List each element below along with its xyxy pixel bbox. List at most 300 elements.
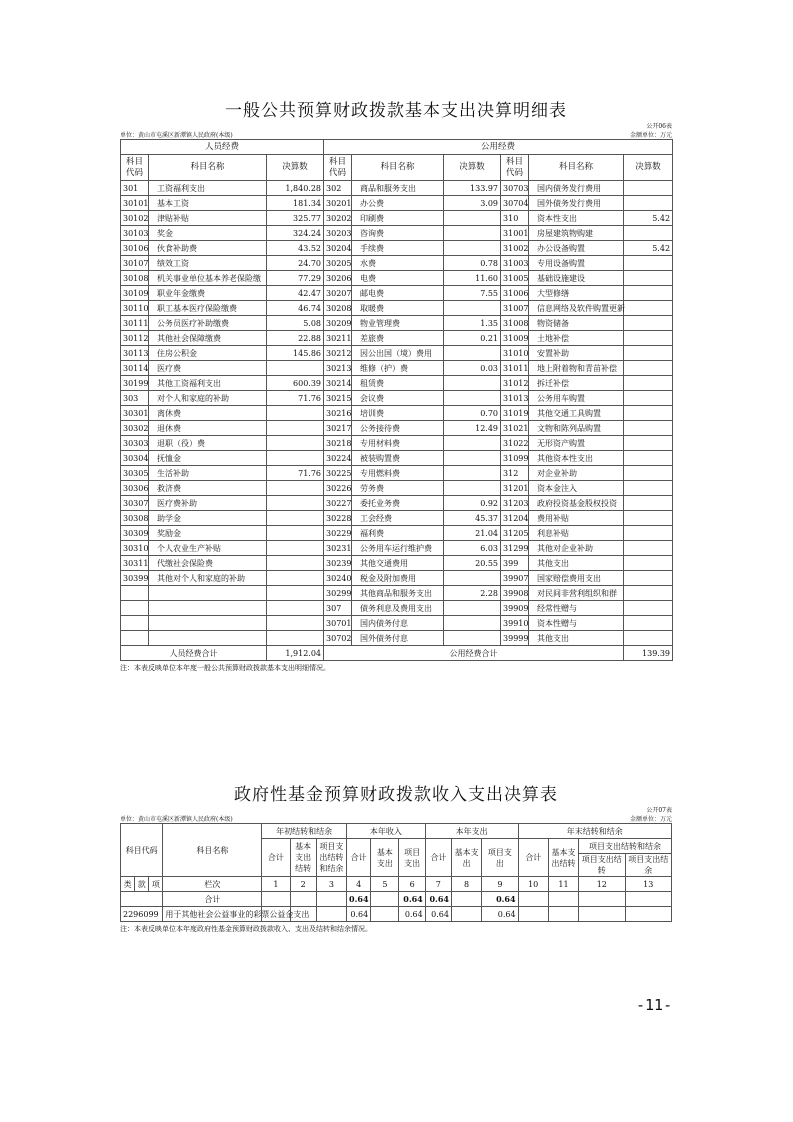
public-amount-cell (444, 301, 501, 316)
group-public-header: 公用经费 (324, 140, 673, 155)
t2-total-label: 合计 (163, 892, 262, 907)
public-amount-cell (624, 181, 673, 196)
personnel-code-cell: 30305 (121, 466, 149, 481)
public-amount-cell: 12.49 (444, 421, 501, 436)
t2-row-code: 2296099 (121, 907, 163, 922)
t2-row-value-cell (625, 907, 672, 922)
public-amount-cell (624, 196, 673, 211)
personnel-code-cell: 30301 (121, 406, 149, 421)
personnel-name-cell (149, 601, 267, 616)
t2-begin-header: 年初结转和结余 (262, 824, 347, 839)
public-amount-cell (624, 496, 673, 511)
public-amount-cell (444, 226, 501, 241)
t2-row-value-cell (518, 907, 548, 922)
public-amount-cell (444, 391, 501, 406)
public-amount-cell (444, 631, 501, 646)
personnel-code-cell: 30108 (121, 271, 149, 286)
public-name-cell: 资本金注入 (529, 481, 624, 496)
table-row (121, 301, 673, 316)
table1-section (120, 96, 672, 673)
public-code-cell: 31012 (501, 376, 529, 391)
table-row (121, 526, 673, 541)
public-amount-cell (444, 571, 501, 586)
table-row (121, 616, 673, 631)
t2-lei-header: 类 (121, 877, 135, 892)
public-amount-cell (624, 601, 673, 616)
table2-unit-left: 单位：黄山市屯溪区新潭镇人民政府(本级) (120, 816, 233, 823)
public-code-cell: 307 (324, 601, 352, 616)
table-row (121, 451, 673, 466)
public-code-cell: 31099 (501, 451, 529, 466)
t2-lanci-header: 栏次 (163, 877, 262, 892)
public-code-cell: 31022 (501, 436, 529, 451)
personnel-amount-cell (267, 436, 324, 451)
t2-project-header: 项目支出 (482, 839, 518, 877)
table-row (121, 631, 673, 646)
public-name-cell: 电费 (352, 271, 444, 286)
public-code-cell: 39999 (501, 631, 529, 646)
t2-end-project-carry-header: 项目支出结转 (579, 854, 625, 877)
t2-total-value-cell: 0.64 (425, 892, 451, 907)
col-code-header: 科目代码 (121, 155, 149, 181)
public-code-cell: 30207 (324, 286, 352, 301)
public-code-cell: 30703 (501, 181, 529, 196)
public-code-cell: 30229 (324, 526, 352, 541)
personnel-amount-cell: 46.74 (267, 301, 324, 316)
public-name-cell: 手续费 (352, 241, 444, 256)
personnel-amount-cell: 1,840.28 (267, 181, 324, 196)
public-name-cell: 物资储备 (529, 316, 624, 331)
personnel-name-cell: 其他对个人和家庭的补助 (149, 571, 267, 586)
public-amount-cell (624, 331, 673, 346)
personnel-code-cell: 30309 (121, 526, 149, 541)
public-amount-cell (624, 346, 673, 361)
t2-total-value-cell: 0.64 (399, 892, 425, 907)
table2-note: 注：本表反映单位本年度政府性基金预算财政拨款收入、支出及结转和结余情况。 (120, 925, 372, 933)
t2-total-value-cell (451, 892, 481, 907)
col-name-header: 科目名称 (529, 155, 624, 181)
public-name-cell: 经常性赠与 (529, 601, 624, 616)
table-row (121, 331, 673, 346)
table-row (121, 571, 673, 586)
t2-xiang-header: 项 (149, 877, 163, 892)
table2-meta (120, 805, 672, 823)
public-name-cell: 费用补贴 (529, 511, 624, 526)
t2-row-value-cell (548, 907, 578, 922)
public-code-cell: 30239 (324, 556, 352, 571)
public-name-cell: 差旅费 (352, 331, 444, 346)
personnel-name-cell: 伙食补助费 (149, 241, 267, 256)
public-code-cell: 31005 (501, 271, 529, 286)
t2-total-value-cell: 0.64 (482, 892, 518, 907)
public-name-cell: 其他交通工具购置 (529, 406, 624, 421)
public-name-cell: 大型修缮 (529, 286, 624, 301)
personnel-name-cell (149, 586, 267, 601)
t2-column-number: 8 (451, 877, 481, 892)
t2-total-value-cell (290, 892, 316, 907)
public-amount-cell: 2.28 (444, 586, 501, 601)
col-code-header: 科目代码 (501, 155, 529, 181)
personnel-code-cell (121, 616, 149, 631)
public-amount-cell: 21.04 (444, 526, 501, 541)
public-name-cell: 维修（护）费 (352, 361, 444, 376)
personnel-code-cell: 30106 (121, 241, 149, 256)
public-code-cell: 30704 (501, 196, 529, 211)
personnel-code-cell: 30101 (121, 196, 149, 211)
t2-project-header: 项目支出 (399, 839, 425, 877)
personnel-amount-cell (267, 541, 324, 556)
table2-title: 政府性基金预算财政拨款收入支出决算表 (234, 785, 558, 805)
personnel-amount-cell (267, 571, 324, 586)
personnel-amount-cell (267, 481, 324, 496)
public-code-cell: 31019 (501, 406, 529, 421)
public-name-cell: 地上附着物和青苗补偿 (529, 361, 624, 376)
t2-column-number: 13 (625, 877, 672, 892)
t2-basic-carry-header: 基本支出结转 (290, 839, 316, 877)
col-code-header: 科目代码 (324, 155, 352, 181)
personnel-amount-cell (267, 526, 324, 541)
public-code-cell: 31006 (501, 286, 529, 301)
public-code-cell: 30204 (324, 241, 352, 256)
public-code-cell: 31021 (501, 421, 529, 436)
personnel-code-cell: 30199 (121, 376, 149, 391)
t2-basic-carry-header: 基本支出结转 (548, 839, 578, 877)
public-amount-cell (444, 241, 501, 256)
public-name-cell: 办公设备购置 (529, 241, 624, 256)
personnel-amount-cell (267, 451, 324, 466)
personnel-name-cell: 退休费 (149, 421, 267, 436)
public-code-cell: 30209 (324, 316, 352, 331)
public-code-cell: 31299 (501, 541, 529, 556)
personnel-code-cell: 30111 (121, 316, 149, 331)
public-code-cell: 31013 (501, 391, 529, 406)
personnel-amount-cell (267, 631, 324, 646)
public-code-cell: 39908 (501, 586, 529, 601)
public-code-cell: 30218 (324, 436, 352, 451)
t2-row-value-cell (579, 907, 625, 922)
table-row (121, 496, 673, 511)
public-code-cell: 30226 (324, 481, 352, 496)
personnel-name-cell: 退职（役）费 (149, 436, 267, 451)
public-amount-cell: 7.55 (444, 286, 501, 301)
personnel-code-cell: 30307 (121, 496, 149, 511)
public-name-cell: 专用材料费 (352, 436, 444, 451)
personnel-name-cell: 助学金 (149, 511, 267, 526)
public-name-cell: 其他资本性支出 (529, 451, 624, 466)
public-name-cell: 水费 (352, 256, 444, 271)
public-code-cell: 31002 (501, 241, 529, 256)
personnel-amount-cell: 71.76 (267, 391, 324, 406)
t2-end-header: 年末结转和结余 (518, 824, 671, 839)
public-code-cell: 30203 (324, 226, 352, 241)
public-name-cell: 其他支出 (529, 556, 624, 571)
personnel-name-cell: 离休费 (149, 406, 267, 421)
table2-section (120, 780, 672, 934)
public-amount-cell: 20.55 (444, 556, 501, 571)
public-name-cell: 信息网络及软件购置更新 (529, 301, 624, 316)
table-row (121, 601, 673, 616)
total-public-value: 139.39 (624, 646, 673, 661)
public-name-cell: 国家赔偿费用支出 (529, 571, 624, 586)
public-name-cell: 其他对企业补助 (529, 541, 624, 556)
table-row (121, 361, 673, 376)
col-name-header: 科目名称 (352, 155, 444, 181)
table-row (121, 226, 673, 241)
personnel-code-cell: 30109 (121, 286, 149, 301)
public-amount-cell (624, 436, 673, 451)
public-amount-cell (624, 526, 673, 541)
t2-total-value-cell (625, 892, 672, 907)
public-code-cell: 30214 (324, 376, 352, 391)
public-code-cell: 30213 (324, 361, 352, 376)
public-name-cell: 对企业补助 (529, 466, 624, 481)
public-amount-cell (444, 466, 501, 481)
table1-code: 公开06表 (646, 123, 672, 130)
personnel-amount-cell: 77.29 (267, 271, 324, 286)
public-amount-cell (444, 346, 501, 361)
public-code-cell: 30217 (324, 421, 352, 436)
public-name-cell: 印刷费 (352, 211, 444, 226)
public-name-cell: 专用燃料费 (352, 466, 444, 481)
t2-total-value-cell (262, 892, 290, 907)
public-amount-cell (624, 481, 673, 496)
t2-end-project-surplus-header: 项目支出结余 (625, 854, 672, 877)
personnel-amount-cell: 24.70 (267, 256, 324, 271)
table-row (121, 421, 673, 436)
personnel-code-cell: 30114 (121, 361, 149, 376)
table1-body (121, 181, 673, 646)
public-amount-cell: 0.78 (444, 256, 501, 271)
t2-row-value-cell: 0.64 (399, 907, 425, 922)
t2-total-value-cell (316, 892, 346, 907)
public-amount-cell: 11.60 (444, 271, 501, 286)
public-code-cell: 30299 (324, 586, 352, 601)
t2-total-header: 合计 (262, 839, 290, 877)
public-name-cell: 拆迁补偿 (529, 376, 624, 391)
table1-note: 注：本表反映单位本年度一般公共预算财政拨款基本支出明细情况。 (120, 664, 330, 672)
page-number: -11- (636, 996, 673, 1014)
table-row (121, 211, 673, 226)
t2-name-header: 科目名称 (163, 824, 262, 877)
public-name-cell: 其他商品和服务支出 (352, 586, 444, 601)
public-amount-cell (444, 481, 501, 496)
public-name-cell: 对民间非营利组织和群 (529, 586, 624, 601)
table-row (121, 406, 673, 421)
t2-total-value-cell: 0.64 (347, 892, 371, 907)
public-name-cell: 基础设施建设 (529, 271, 624, 286)
t2-code-header: 科目代码 (121, 824, 163, 877)
table1 (120, 139, 673, 661)
public-code-cell: 39909 (501, 601, 529, 616)
personnel-name-cell: 奖金 (149, 226, 267, 241)
public-amount-cell (624, 571, 673, 586)
public-code-cell: 30212 (324, 346, 352, 361)
table-row (121, 271, 673, 286)
t2-total-header: 合计 (518, 839, 548, 877)
personnel-name-cell (149, 631, 267, 646)
personnel-name-cell: 工资福利支出 (149, 181, 267, 196)
public-name-cell: 培训费 (352, 406, 444, 421)
personnel-amount-cell (267, 586, 324, 601)
t2-column-number: 7 (425, 877, 451, 892)
public-amount-cell: 0.03 (444, 361, 501, 376)
personnel-amount-cell (267, 496, 324, 511)
public-code-cell: 39910 (501, 616, 529, 631)
public-name-cell: 咨询费 (352, 226, 444, 241)
public-name-cell: 资本性赠与 (529, 616, 624, 631)
public-name-cell: 其他交通费用 (352, 556, 444, 571)
public-amount-cell: 0.70 (444, 406, 501, 421)
public-amount-cell: 3.09 (444, 196, 501, 211)
public-name-cell: 土地补偿 (529, 331, 624, 346)
public-code-cell: 31010 (501, 346, 529, 361)
table-row (121, 511, 673, 526)
public-name-cell: 物业管理费 (352, 316, 444, 331)
public-code-cell: 31011 (501, 361, 529, 376)
t2-total-value-cell (579, 892, 625, 907)
public-amount-cell: 45.37 (444, 511, 501, 526)
t2-basic-header: 基本支出 (451, 839, 481, 877)
public-code-cell: 30202 (324, 211, 352, 226)
personnel-code-cell (121, 586, 149, 601)
public-code-cell: 30216 (324, 406, 352, 421)
public-amount-cell (624, 391, 673, 406)
personnel-amount-cell (267, 421, 324, 436)
group-personnel-header: 人员经费 (121, 140, 324, 155)
personnel-name-cell: 奖励金 (149, 526, 267, 541)
t2-row-value-cell (316, 907, 346, 922)
total-personnel-value: 1,912.04 (267, 646, 324, 661)
personnel-amount-cell (267, 406, 324, 421)
personnel-name-cell: 个人农业生产补贴 (149, 541, 267, 556)
public-name-cell: 租赁费 (352, 376, 444, 391)
t2-project-carry-header: 项目支出结转和结余 (316, 839, 346, 877)
table1-unit-right: 金额单位：万元 (629, 132, 672, 139)
t2-total-value-cell (548, 892, 578, 907)
public-code-cell: 30225 (324, 466, 352, 481)
personnel-amount-cell: 43.52 (267, 241, 324, 256)
table-row (121, 586, 673, 601)
t2-row-value-cell: 0.64 (425, 907, 451, 922)
table-row (121, 541, 673, 556)
public-amount-cell: 0.21 (444, 331, 501, 346)
table-row (121, 376, 673, 391)
personnel-code-cell: 30304 (121, 451, 149, 466)
public-name-cell: 福利费 (352, 526, 444, 541)
t2-column-number: 5 (371, 877, 399, 892)
public-amount-cell (444, 601, 501, 616)
public-code-cell: 31203 (501, 496, 529, 511)
personnel-amount-cell: 71.76 (267, 466, 324, 481)
public-amount-cell (624, 271, 673, 286)
public-code-cell: 30701 (324, 616, 352, 631)
personnel-amount-cell (267, 511, 324, 526)
public-code-cell: 31001 (501, 226, 529, 241)
personnel-amount-cell (267, 361, 324, 376)
public-name-cell: 商品和服务支出 (352, 181, 444, 196)
public-amount-cell (624, 376, 673, 391)
personnel-name-cell (149, 616, 267, 631)
t2-column-number: 3 (316, 877, 346, 892)
table1-unit-left: 单位：黄山市屯溪区新潭镇人民政府(本级) (120, 132, 233, 139)
public-code-cell: 399 (501, 556, 529, 571)
public-amount-cell (624, 226, 673, 241)
public-code-cell: 31204 (501, 511, 529, 526)
personnel-code-cell: 30302 (121, 421, 149, 436)
public-name-cell: 安置补助 (529, 346, 624, 361)
personnel-amount-cell: 22.88 (267, 331, 324, 346)
public-code-cell: 30208 (324, 301, 352, 316)
col-amount-header: 决算数 (267, 155, 324, 181)
public-name-cell: 房屋建筑物购建 (529, 226, 624, 241)
public-code-cell: 30205 (324, 256, 352, 271)
public-code-cell: 30211 (324, 331, 352, 346)
public-amount-cell (624, 616, 673, 631)
t2-basic-header: 基本支出 (371, 839, 399, 877)
public-amount-cell: 0.92 (444, 496, 501, 511)
personnel-name-cell: 代缴社会保险费 (149, 556, 267, 571)
public-name-cell: 利息补贴 (529, 526, 624, 541)
public-amount-cell: 133.97 (444, 181, 501, 196)
personnel-code-cell: 30303 (121, 436, 149, 451)
table-row (121, 391, 673, 406)
t2-total-code-cell (121, 892, 163, 907)
public-amount-cell (444, 436, 501, 451)
public-amount-cell (624, 466, 673, 481)
public-name-cell: 公务用车运行维护费 (352, 541, 444, 556)
public-amount-cell: 6.03 (444, 541, 501, 556)
t2-row-value-cell: 0.64 (482, 907, 518, 922)
t2-column-number: 10 (518, 877, 548, 892)
personnel-code-cell (121, 601, 149, 616)
public-amount-cell (624, 316, 673, 331)
public-code-cell: 31205 (501, 526, 529, 541)
table2-body (121, 907, 672, 922)
t2-column-number: 9 (482, 877, 518, 892)
table-row (121, 346, 673, 361)
public-code-cell: 312 (501, 466, 529, 481)
personnel-code-cell: 30103 (121, 226, 149, 241)
personnel-code-cell: 30310 (121, 541, 149, 556)
public-name-cell: 专用设备购置 (529, 256, 624, 271)
table-row (121, 181, 673, 196)
personnel-code-cell: 30306 (121, 481, 149, 496)
personnel-name-cell: 抚恤金 (149, 451, 267, 466)
personnel-code-cell: 30102 (121, 211, 149, 226)
personnel-code-cell: 30112 (121, 331, 149, 346)
public-name-cell: 其他支出 (529, 631, 624, 646)
table-row (121, 907, 672, 922)
public-code-cell: 31003 (501, 256, 529, 271)
personnel-name-cell: 其他工资福利支出 (149, 376, 267, 391)
personnel-name-cell: 绩效工资 (149, 256, 267, 271)
public-amount-cell (444, 616, 501, 631)
personnel-amount-cell: 324.24 (267, 226, 324, 241)
t2-total-header: 合计 (425, 839, 451, 877)
table-row (121, 436, 673, 451)
public-code-cell: 30215 (324, 391, 352, 406)
t2-column-number: 1 (262, 877, 290, 892)
public-amount-cell (624, 286, 673, 301)
public-code-cell: 31007 (501, 301, 529, 316)
table2-code: 公开07表 (646, 807, 672, 814)
public-amount-cell (624, 541, 673, 556)
personnel-name-cell: 津贴补贴 (149, 211, 267, 226)
t2-column-number: 6 (399, 877, 425, 892)
personnel-amount-cell: 145.86 (267, 346, 324, 361)
table-row (121, 316, 673, 331)
public-code-cell: 30227 (324, 496, 352, 511)
